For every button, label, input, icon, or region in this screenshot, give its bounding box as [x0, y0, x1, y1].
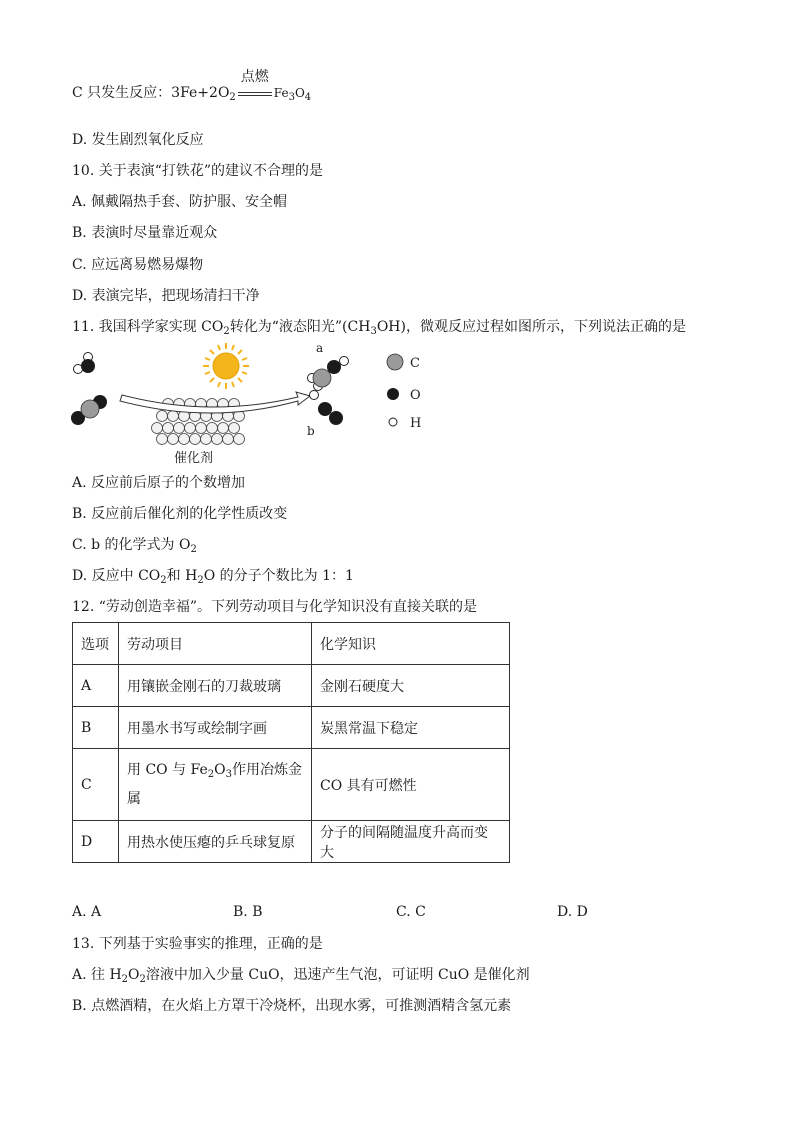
table-row — [73, 749, 510, 821]
row-option: C — [73, 749, 119, 821]
q11-stem-part: 11. 我国科学家实现 CO — [72, 319, 224, 335]
q12-stem: 12. “劳动创造幸福”。下列劳动项目与化学知识没有直接关联的是 — [72, 599, 478, 615]
q11-option-a: A. 反应前后原子的个数增加 — [72, 475, 246, 491]
header-option: 选项 — [73, 623, 119, 665]
co2-molecule — [71, 395, 107, 425]
q10-option-b: B. 表演时尽量靠近观众 — [72, 225, 218, 241]
subscript: 2 — [197, 575, 204, 586]
row-knowledge: 分子的间隔随温度升高而变大 — [312, 821, 510, 863]
subscript: 4 — [304, 92, 312, 103]
table-row — [73, 707, 510, 749]
table-header-row — [73, 623, 510, 665]
legend-oxygen-label: O — [410, 388, 421, 403]
q10-option-c: C. 应远离易燃易爆物 — [72, 257, 204, 273]
row-option: B — [73, 707, 119, 749]
methanol-molecule — [308, 357, 349, 400]
subscript: 2 — [139, 974, 146, 985]
q13-option-a-text: 溶液中加入少量 CuO，迅速产生气泡，可证明 CuO 是催化剂 — [145, 967, 530, 983]
table-row — [73, 821, 510, 863]
catalyst-label: 催化剂 — [174, 451, 214, 466]
q11-stem-part: 转化为“液态阳光”(CH — [229, 319, 371, 335]
q12-answer-b: B. B — [233, 904, 263, 920]
row-option: D — [73, 821, 119, 863]
legend-hydrogen-label: H — [410, 416, 422, 431]
product-o: O — [294, 86, 305, 100]
q11-option-c-text: C. b 的化学式为 O — [72, 537, 191, 553]
row-knowledge: 金刚石硬度大 — [312, 665, 510, 707]
q9-option-c — [72, 69, 312, 107]
q11-stem-part: OH)，微观反应过程如图所示，下列说法正确的是 — [376, 319, 686, 335]
row-option: A — [73, 665, 119, 707]
subscript: 2 — [190, 544, 197, 555]
subscript: 3 — [225, 769, 233, 780]
q9-option-d: D. 发生剧烈氧化反应 — [72, 132, 204, 148]
reaction-condition: 点燃 — [240, 69, 269, 85]
q9-option-c-text: C 只发生反应：3Fe+2O — [72, 85, 230, 101]
water-molecule — [74, 353, 96, 374]
q11-option-d-text: O 的分子个数比为 1：1 — [203, 568, 354, 584]
subscript: 2 — [229, 92, 236, 103]
subscript: 2 — [121, 974, 129, 985]
q11-option-d-text: D. 反应中 CO — [72, 568, 161, 584]
q13-option-a — [72, 966, 530, 989]
legend — [387, 354, 421, 431]
q11-option-c — [72, 536, 197, 559]
row-task-text: 作用冶炼金 — [232, 762, 303, 778]
legend-carbon-label: C — [410, 356, 420, 371]
q12-table — [72, 622, 510, 863]
q13-option-a-text: A. 往 H — [72, 967, 122, 983]
row-task-text: O — [214, 762, 226, 778]
row-task-text: 用 CO 与 Fe — [127, 762, 208, 778]
q11-reaction-figure — [60, 340, 460, 470]
q12-answer-a: A. A — [72, 904, 102, 920]
label-b: b — [307, 424, 315, 438]
q12-answer-d: D. D — [557, 904, 588, 920]
subscript: 3 — [288, 92, 295, 103]
header-task: 劳动项目 — [119, 623, 312, 665]
label-a: a — [316, 341, 324, 355]
legend-carbon-swatch — [387, 354, 403, 370]
q10-option-a: A. 佩戴隔热手套、防护服、安全帽 — [72, 194, 288, 210]
reaction-arrow — [238, 69, 272, 102]
table-row — [73, 665, 510, 707]
legend-oxygen-swatch — [387, 388, 399, 400]
row-task: 用镶嵌金刚石的刀裁玻璃 — [119, 665, 312, 707]
row-task — [119, 749, 312, 821]
legend-hydrogen-swatch — [389, 418, 397, 426]
q11-option-d — [72, 567, 354, 590]
row-task-text: 属 — [127, 791, 141, 807]
q13-stem: 13. 下列基于实验事实的推理，正确的是 — [72, 936, 323, 952]
q10-stem: 10. 关于表演“打铁花”的建议不合理的是 — [72, 163, 324, 179]
header-knowledge: 化学知识 — [312, 623, 510, 665]
q11-stem — [72, 318, 686, 341]
q12-answer-c: C. C — [396, 904, 426, 920]
row-knowledge: 炭黑常温下稳定 — [312, 707, 510, 749]
subscript: 2 — [223, 326, 230, 337]
q13-option-b: B. 点燃酒精，在火焰上方罩干冷烧杯，出现水雾，可推测酒精含氢元素 — [72, 998, 512, 1014]
sun-icon — [203, 343, 249, 389]
oxygen-molecule — [318, 402, 343, 425]
subscript: 2 — [207, 769, 215, 780]
product-fe: Fe — [273, 86, 289, 100]
q11-option-b: B. 反应前后催化剂的化学性质改变 — [72, 506, 288, 522]
subscript: 2 — [160, 575, 167, 586]
row-task: 用热水使压瘪的乒乓球复原 — [119, 821, 312, 863]
row-knowledge: CO 具有可燃性 — [312, 749, 510, 821]
q11-option-d-text: 和 H — [166, 568, 198, 584]
subscript: 3 — [370, 326, 377, 337]
q10-option-d: D. 表演完毕，把现场清扫干净 — [72, 288, 260, 304]
q13-option-a-text: O — [128, 967, 140, 983]
row-task: 用墨水书写或绘制字画 — [119, 707, 312, 749]
